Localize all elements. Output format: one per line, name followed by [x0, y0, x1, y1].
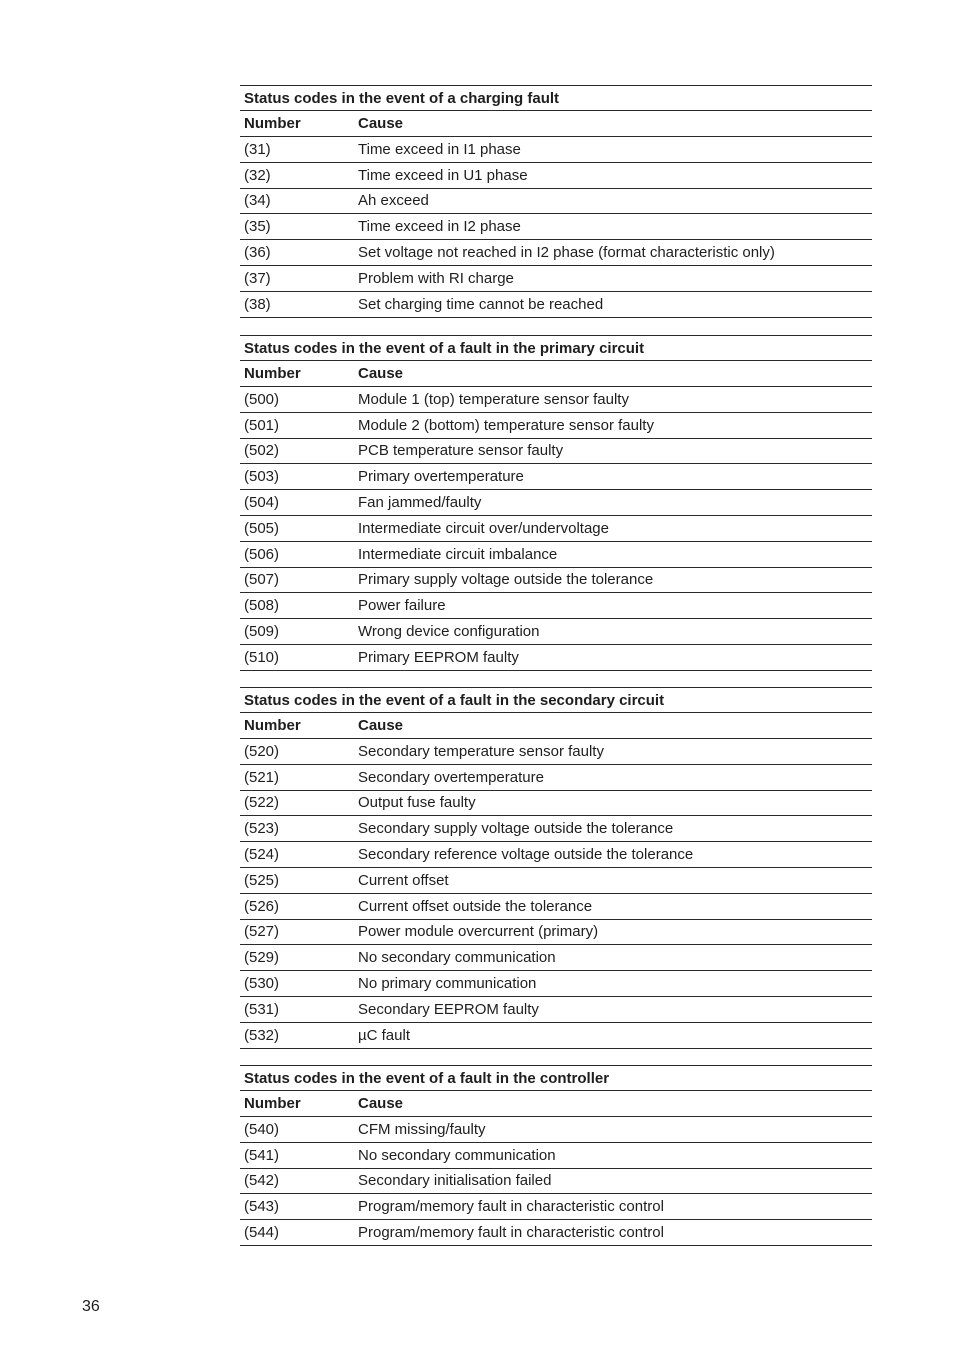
table-row [240, 1220, 872, 1246]
table-row [240, 816, 872, 842]
table-row [240, 567, 872, 593]
status-cause: Secondary EEPROM faulty [354, 996, 872, 1022]
status-cause: Time exceed in I2 phase [354, 214, 872, 240]
table-row [240, 619, 872, 645]
status-cause: Set charging time cannot be reached [354, 291, 872, 317]
status-number: (510) [240, 644, 354, 670]
status-cause: PCB temperature sensor faulty [354, 438, 872, 464]
column-header-cause: Cause [354, 713, 872, 739]
status-cause: Current offset [354, 867, 872, 893]
status-number: (527) [240, 919, 354, 945]
table-row [240, 1194, 872, 1220]
table-row [240, 265, 872, 291]
primary-circuit-fault-table [240, 335, 872, 671]
status-cause: Intermediate circuit imbalance [354, 541, 872, 567]
table-title: Status codes in the event of a fault in the secondary circuit [240, 688, 872, 713]
page-number: 36 [82, 1298, 100, 1315]
status-cause: Fan jammed/faulty [354, 490, 872, 516]
status-number: (522) [240, 790, 354, 816]
table-row [240, 867, 872, 893]
controller-fault-table [240, 1065, 872, 1246]
table-row [240, 644, 872, 670]
column-header-number: Number [240, 111, 354, 137]
table-row [240, 412, 872, 438]
status-cause: µC fault [354, 1022, 872, 1048]
table-row [240, 214, 872, 240]
status-number: (525) [240, 867, 354, 893]
status-cause: No primary communication [354, 971, 872, 997]
table-row [240, 842, 872, 868]
status-cause: Program/memory fault in characteristic control [354, 1220, 872, 1246]
status-number: (36) [240, 240, 354, 266]
status-number: (544) [240, 1220, 354, 1246]
table-row [240, 240, 872, 266]
table-row [240, 945, 872, 971]
table-row [240, 739, 872, 765]
table-row [240, 764, 872, 790]
status-cause: Time exceed in U1 phase [354, 162, 872, 188]
table-title: Status codes in the event of a charging fault [240, 86, 872, 111]
status-cause: Module 1 (top) temperature sensor faulty [354, 387, 872, 413]
table-row [240, 490, 872, 516]
secondary-circuit-fault-table [240, 687, 872, 1049]
status-cause: Power module overcurrent (primary) [354, 919, 872, 945]
status-number: (34) [240, 188, 354, 214]
table-row [240, 593, 872, 619]
table-title: Status codes in the event of a fault in the controller [240, 1066, 872, 1091]
status-cause: Current offset outside the tolerance [354, 893, 872, 919]
status-number: (31) [240, 137, 354, 163]
table-row [240, 541, 872, 567]
status-cause: CFM missing/faulty [354, 1117, 872, 1143]
status-number: (526) [240, 893, 354, 919]
status-number: (530) [240, 971, 354, 997]
status-number: (505) [240, 515, 354, 541]
status-cause: Time exceed in I1 phase [354, 137, 872, 163]
status-number: (35) [240, 214, 354, 240]
status-cause: Ah exceed [354, 188, 872, 214]
status-cause: Primary EEPROM faulty [354, 644, 872, 670]
status-number: (504) [240, 490, 354, 516]
status-cause: Primary supply voltage outside the tolerance [354, 567, 872, 593]
status-number: (540) [240, 1117, 354, 1143]
status-number: (507) [240, 567, 354, 593]
status-number: (541) [240, 1142, 354, 1168]
table-title: Status codes in the event of a fault in the primary circuit [240, 336, 872, 361]
status-cause: Secondary supply voltage outside the tolerance [354, 816, 872, 842]
column-header-number: Number [240, 1091, 354, 1117]
status-number: (531) [240, 996, 354, 1022]
status-cause: No secondary communication [354, 1142, 872, 1168]
column-header-cause: Cause [354, 111, 872, 137]
status-cause: Intermediate circuit over/undervoltage [354, 515, 872, 541]
status-number: (37) [240, 265, 354, 291]
status-number: (532) [240, 1022, 354, 1048]
table-row [240, 893, 872, 919]
table-row [240, 971, 872, 997]
charging-fault-table [240, 85, 872, 318]
table-row [240, 387, 872, 413]
status-cause: Secondary reference voltage outside the tolerance [354, 842, 872, 868]
table-row [240, 291, 872, 317]
status-cause: Power failure [354, 593, 872, 619]
column-header-number: Number [240, 713, 354, 739]
status-number: (543) [240, 1194, 354, 1220]
status-number: (500) [240, 387, 354, 413]
column-header-cause: Cause [354, 361, 872, 387]
status-cause: Secondary initialisation failed [354, 1168, 872, 1194]
status-number: (508) [240, 593, 354, 619]
column-header-cause: Cause [354, 1091, 872, 1117]
table-row [240, 137, 872, 163]
status-number: (32) [240, 162, 354, 188]
status-cause: Secondary overtemperature [354, 764, 872, 790]
status-number: (502) [240, 438, 354, 464]
column-header-number: Number [240, 361, 354, 387]
status-number: (38) [240, 291, 354, 317]
table-row [240, 515, 872, 541]
status-cause: Problem with RI charge [354, 265, 872, 291]
table-row [240, 1022, 872, 1048]
status-number: (506) [240, 541, 354, 567]
table-row [240, 1142, 872, 1168]
table-row [240, 919, 872, 945]
status-cause: Set voltage not reached in I2 phase (format characteristic only) [354, 240, 872, 266]
status-number: (523) [240, 816, 354, 842]
table-row [240, 438, 872, 464]
status-number: (542) [240, 1168, 354, 1194]
status-cause: No secondary communication [354, 945, 872, 971]
status-cause: Wrong device configuration [354, 619, 872, 645]
status-number: (520) [240, 739, 354, 765]
table-row [240, 1117, 872, 1143]
status-number: (501) [240, 412, 354, 438]
status-number: (524) [240, 842, 354, 868]
status-cause: Secondary temperature sensor faulty [354, 739, 872, 765]
status-number: (529) [240, 945, 354, 971]
table-row [240, 1168, 872, 1194]
status-cause: Module 2 (bottom) temperature sensor faulty [354, 412, 872, 438]
status-cause: Program/memory fault in characteristic control [354, 1194, 872, 1220]
table-row [240, 162, 872, 188]
table-row [240, 790, 872, 816]
table-row [240, 464, 872, 490]
table-row [240, 188, 872, 214]
status-cause: Primary overtemperature [354, 464, 872, 490]
status-cause: Output fuse faulty [354, 790, 872, 816]
status-number: (521) [240, 764, 354, 790]
status-number: (509) [240, 619, 354, 645]
status-number: (503) [240, 464, 354, 490]
table-row [240, 996, 872, 1022]
